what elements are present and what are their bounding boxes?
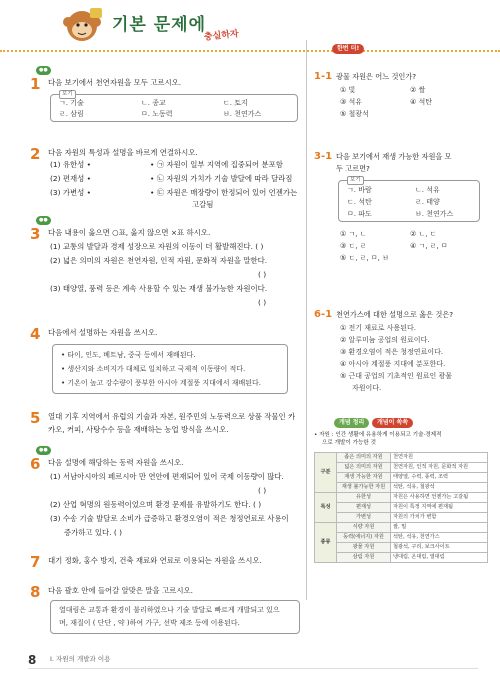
question-number: 6-1 xyxy=(314,309,333,320)
option[interactable]: ② 쌀 xyxy=(410,86,426,94)
table-cell: 광물 자원 xyxy=(337,543,391,553)
table-cell: 편재성 xyxy=(337,503,391,513)
question-text: 두 고르면? xyxy=(336,164,370,173)
option[interactable]: ③ 석유 xyxy=(340,98,363,106)
option[interactable]: ① 빛 xyxy=(340,86,356,94)
option[interactable]: ③ 환경오염이 적은 청정연료이다. xyxy=(340,348,444,356)
ox-item[interactable]: (2) 넓은 의미의 자원은 천연자원, 인적 자원, 문화적 자원을 말한다. xyxy=(50,256,268,265)
choice-item: ㄴ. 종교 xyxy=(141,99,166,107)
match-left-item[interactable]: (1) 유한성 • xyxy=(50,160,91,169)
option[interactable]: ④ ㄱ, ㄹ, ㅁ xyxy=(410,242,448,250)
option-cont: 자원이다. xyxy=(352,384,382,392)
option[interactable]: ② 알루미늄 공업의 원료이다. xyxy=(340,336,430,344)
option[interactable]: ② ㄴ, ㄷ xyxy=(410,230,437,238)
header-divider xyxy=(0,50,500,56)
column-divider xyxy=(306,40,307,600)
table-cell: 천연자원, 인적 자원, 문화적 자원 xyxy=(391,463,488,473)
study-summary: • 자원 : 인간 생활에 유용하게 이용되고 기술·경제적 xyxy=(314,432,442,438)
match-right-item[interactable]: • ㉠ 자원이 일부 지역에 집중되어 분포함 xyxy=(150,160,283,169)
table-cell: 태양열, 수력, 풍력, 조력 xyxy=(391,473,488,483)
choice-item: ㄴ. 석유 xyxy=(415,186,440,194)
chapter-title: Ⅰ. 자원의 개발과 이용 xyxy=(50,655,111,663)
table-cell: 자원의 가치가 변함 xyxy=(391,513,488,523)
difficulty-badge: ●● xyxy=(36,66,51,75)
choice-item: ㅂ. 천연가스 xyxy=(415,210,454,218)
table-row xyxy=(315,493,488,503)
table-cell: 냉대림, 온대림, 열대림 xyxy=(391,553,488,563)
review-badge: 한번 더! xyxy=(332,44,364,54)
fill-item[interactable]: 증가하고 있다. ( ) xyxy=(64,528,123,537)
option[interactable]: ① 전기 재료로 사용된다. xyxy=(340,324,417,332)
table-cell: 자원은 사용하면 언젠가는 고갈됨 xyxy=(391,493,488,503)
table-row xyxy=(315,453,488,463)
table-cell: 삼림 자원 xyxy=(337,553,391,563)
choice-item: ㄷ. 토지 xyxy=(223,99,248,107)
fill-item[interactable]: (2) 산업 혁명의 원동력이었으며 환경 문제를 유발하기도 한다. ( ) xyxy=(50,500,262,509)
clue-box xyxy=(52,344,288,394)
choices-box xyxy=(338,177,480,222)
table-row xyxy=(315,463,488,473)
table-group-cell: 특성 xyxy=(315,493,337,523)
monkey-mascot-icon xyxy=(58,4,106,50)
match-right-item[interactable]: • ㉢ 자원은 매장량이 한정되어 있어 언젠가는 xyxy=(150,188,298,197)
page-title: 기본 문제에 xyxy=(112,15,207,35)
passage-line[interactable]: 며, 재질이 ( 단단 , 약 )하여 가구, 선박 제조 등에 이용된다. xyxy=(59,619,240,627)
clue-item: • 타이, 인도, 베트남, 중국 등에서 재배된다. xyxy=(61,351,196,359)
table-cell: 가변성 xyxy=(337,513,391,523)
match-left-item[interactable]: (3) 가변성 • xyxy=(50,188,91,197)
table-cell: 넓은 의미의 자원 xyxy=(337,463,391,473)
table-group-cell: 구분 xyxy=(315,453,337,493)
ox-item[interactable]: (1) 교통의 발달과 경제 성장으로 자원의 이동이 더 활발해진다. ( ) xyxy=(50,242,264,251)
table-cell: 좁은 의미의 자원 xyxy=(337,453,391,463)
question-text: 다음 보기에서 재생 가능한 자원을 모 xyxy=(336,152,452,161)
table-cell: 재생 불가능한 자원 xyxy=(337,483,391,493)
match-right-item[interactable]: • ㉡ 자원의 가치가 기술 발달에 따라 달라짐 xyxy=(150,174,293,183)
box-label: 보기 xyxy=(347,176,364,185)
table-group-cell: 종류 xyxy=(315,523,337,563)
option[interactable]: ④ 석탄 xyxy=(410,98,433,106)
fill-item[interactable]: (1) 서남아시아의 페르시아 만 연안에 편재되어 있어 국제 이동량이 많다. xyxy=(50,472,284,481)
table-row xyxy=(315,483,488,493)
passage-box xyxy=(50,600,300,634)
ox-item[interactable]: (3) 태양열, 풍력 등은 계속 사용할 수 있는 재생 불가능한 자원이다. xyxy=(50,284,268,293)
clue-item: • 기온이 높고 강수량이 풍부한 아시아 계절풍 지대에서 재배된다. xyxy=(61,379,261,387)
answer-blank[interactable]: ( ) xyxy=(258,270,267,279)
option[interactable]: ① ㄱ, ㄴ xyxy=(340,230,367,238)
table-row xyxy=(315,533,488,543)
option[interactable]: ⑤ 근대 공업의 기초적인 원료인 광물 xyxy=(340,372,453,380)
table-cell: 천연자원 xyxy=(391,453,488,463)
table-row xyxy=(315,513,488,523)
table-cell: 유한성 xyxy=(337,493,391,503)
question-text: 다음 괄호 안에 들어갈 알맞은 말을 고르시오. xyxy=(48,586,193,595)
question-text-line: 카오, 커피, 사탕수수 등을 재배하는 농업 방식을 쓰시오. xyxy=(48,425,229,434)
match-left-item[interactable]: (2) 편재성 • xyxy=(50,174,91,183)
question-number: 1-1 xyxy=(314,71,333,82)
option[interactable]: ⑤ 철광석 xyxy=(340,110,369,118)
choice-item: ㅂ. 천연가스 xyxy=(223,110,262,118)
difficulty-badge: ●● xyxy=(36,446,51,455)
choices-box xyxy=(50,91,298,122)
question-number: 5 xyxy=(30,409,41,427)
table-row xyxy=(315,473,488,483)
footer-divider xyxy=(28,668,478,669)
study-badge: 개념 정리 xyxy=(334,418,369,428)
question-text: 다음 자원의 특성과 설명을 바르게 연결하시오. xyxy=(48,148,198,157)
summary-table xyxy=(314,452,488,563)
choice-item: ㄱ. 기술 xyxy=(59,99,84,107)
page-number: 8 xyxy=(28,653,37,667)
table-row xyxy=(315,523,488,533)
study-summary: 으로 개발이 가능한 것 xyxy=(322,440,376,446)
page-subtitle: 충실하자 xyxy=(203,29,240,43)
table-cell: 쌀, 밀 xyxy=(391,523,488,533)
clue-item: • 생산지와 소비지가 대체로 일치하고 국제적 이동량이 적다. xyxy=(61,365,246,373)
question-number: 7 xyxy=(30,553,41,571)
question-text: 다음에서 설명하는 자원을 쓰시오. xyxy=(48,328,158,337)
question-text: 광물 자원은 어느 것인가? xyxy=(336,72,417,81)
question-text: 다음 설명에 해당하는 동력 자원을 쓰시오. xyxy=(48,458,184,467)
table-cell: 자원이 특정 지역에 편재됨 xyxy=(391,503,488,513)
question-text: 천연가스에 대한 설명으로 옳은 것은? xyxy=(336,310,454,319)
table-row xyxy=(315,543,488,553)
fill-item[interactable]: (3) 수송 기술 발달로 소비가 급증하고 환경오염이 적은 청정연료로 사용이 xyxy=(50,514,289,523)
question-number: 6 xyxy=(30,455,41,473)
question-text: 대기 정화, 홍수 방지, 건축 재료와 연료로 이용되는 자원을 쓰시오. xyxy=(48,556,262,565)
question-number: 2 xyxy=(30,145,41,163)
table-cell: 식량 자원 xyxy=(337,523,391,533)
question-number: 8 xyxy=(30,583,41,601)
question-text-line: 열대 기후 지역에서 유럽의 기술과 자본, 원주민의 노동력으로 상품 작물인 카 xyxy=(48,412,296,421)
choice-item: ㅁ. 파도 xyxy=(347,210,372,218)
answer-blank[interactable]: ( ) xyxy=(258,298,267,307)
box-label: 보기 xyxy=(59,90,76,99)
choice-item: ㄹ. 태양 xyxy=(415,198,440,206)
study-title: 개념이 쏙쏙 xyxy=(372,418,413,428)
difficulty-badge: ●● xyxy=(36,216,51,225)
table-cell: 철광석, 구리, 보크사이트 xyxy=(391,543,488,553)
table-row xyxy=(315,553,488,563)
choice-item: ㅁ. 노동력 xyxy=(141,110,173,118)
table-cell: 석탄, 석유, 천연가스 xyxy=(391,533,488,543)
table-cell: 재생 가능한 자원 xyxy=(337,473,391,483)
match-right-item-cont: 고갈됨 xyxy=(192,200,214,209)
option[interactable]: ③ ㄷ, ㄹ xyxy=(340,242,367,250)
question-text: 다음 보기에서 천연자원을 모두 고르시오. xyxy=(48,78,182,87)
choice-item: ㄷ. 석탄 xyxy=(347,198,372,206)
question-number: 3 xyxy=(30,225,41,243)
choice-item: ㄱ. 바람 xyxy=(347,186,372,194)
question-number: 4 xyxy=(30,325,41,343)
option[interactable]: ④ 아시아 계절풍 지대에 분포한다. xyxy=(340,360,446,368)
table-cell: 석탄, 석유, 철광석 xyxy=(391,483,488,493)
question-number: 1 xyxy=(30,75,41,93)
option[interactable]: ⑤ ㄷ, ㄹ, ㅁ, ㅂ xyxy=(340,254,389,262)
choice-item: ㄹ. 삼림 xyxy=(59,110,84,118)
question-text: 다음 내용이 옳으면 ○표, 옳지 않으면 ×표 하시오. xyxy=(48,228,211,237)
table-row xyxy=(315,503,488,513)
table-cell: 동력(에너지) 자원 xyxy=(337,533,391,543)
answer-blank[interactable]: ( ) xyxy=(258,486,267,495)
question-number: 3-1 xyxy=(314,151,333,162)
passage-line: 열대림은 교통과 환경이 불리하였으나 기술 발달로 빠르게 개발되고 있으 xyxy=(59,606,280,614)
